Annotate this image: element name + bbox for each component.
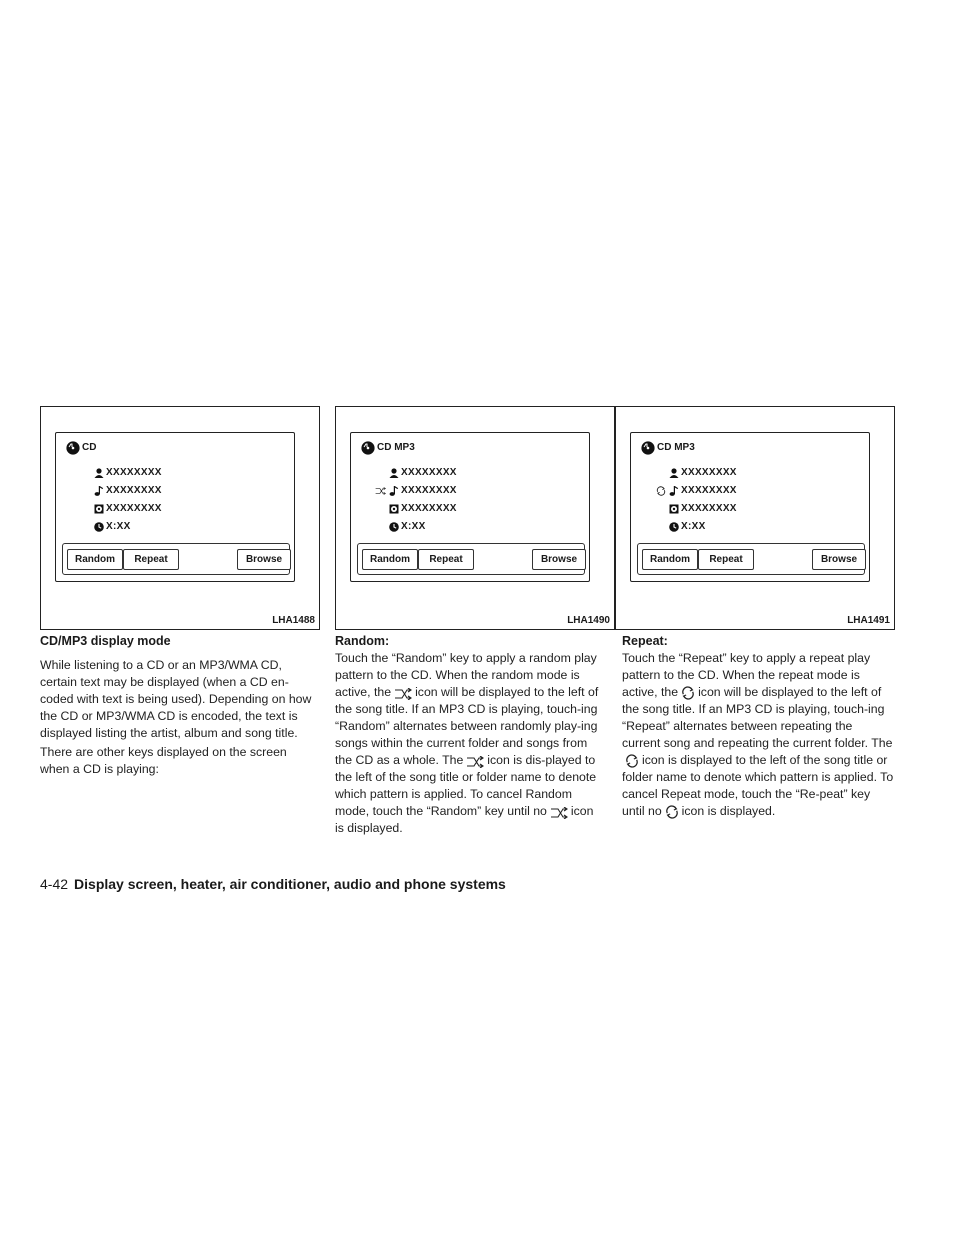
page-footer (40, 876, 506, 892)
repeat-icon (681, 686, 695, 700)
info-row-artist (56, 466, 294, 480)
info-row-artist (351, 466, 589, 480)
repeat-button[interactable]: Repeat (123, 549, 179, 570)
screen-display-3 (630, 432, 870, 582)
info-row-time (631, 520, 869, 534)
info-row-time (56, 520, 294, 534)
song-icon (669, 486, 679, 496)
artist-text: XXXXXXXX (106, 467, 162, 478)
time-text: X:XX (401, 521, 426, 532)
song-icon (389, 486, 399, 496)
random-button[interactable]: Random (362, 549, 418, 570)
album-icon (94, 504, 104, 514)
repeat-icon (665, 805, 679, 819)
section-heading-display-mode: CD/MP3 display mode (40, 634, 171, 648)
repeat-text-2: icon will be displayed to the left of the song title. If an MP3 CD is playing, touch-ing “Repeat” alternates between repeating the current song and repeating the current folder. The (622, 685, 893, 750)
repeat-text-1: Touch the “Repeat” key to apply a repeat play pattern to the CD. When the repeat mode is active, the (622, 651, 871, 699)
artist-text: XXXXXXXX (681, 467, 737, 478)
song-icon (94, 486, 104, 496)
paragraph-other-keys: There are other keys displayed on the screen when a CD is playing: (40, 745, 287, 776)
random-text-3: icon is dis-played to the left of the song title or folder name to denote which pattern is applied. To cancel Random mode, touch the “Random” key until no (335, 753, 597, 818)
figure-code: LHA1490 (567, 615, 610, 626)
time-text: X:XX (681, 521, 706, 532)
repeat-icon (625, 754, 639, 768)
random-text-1: Touch the “Random” key to apply a random play pattern to the CD. When the random mode is active, the (335, 651, 597, 699)
source-label: CD MP3 (377, 442, 415, 453)
clock-icon (94, 522, 104, 532)
source-label: CD (82, 442, 97, 453)
song-text: XXXXXXXX (401, 485, 457, 496)
disc-source-icon (66, 441, 80, 455)
song-text: XXXXXXXX (681, 485, 737, 496)
key-bar (357, 543, 585, 575)
artist-text: XXXXXXXX (401, 467, 457, 478)
song-text: XXXXXXXX (106, 485, 162, 496)
album-text: XXXXXXXX (681, 503, 737, 514)
repeat-icon (656, 486, 666, 496)
key-bar (637, 543, 865, 575)
chapter-title: Display screen, heater, air conditioner, audio and phone systems (74, 876, 506, 892)
screen-display-2 (350, 432, 590, 582)
album-text: XXXXXXXX (106, 503, 162, 514)
section-heading-repeat: Repeat: (622, 634, 668, 648)
info-row-song (351, 484, 589, 498)
figure-panel-1 (40, 406, 320, 630)
artist-icon (389, 468, 399, 478)
repeat-button[interactable]: Repeat (698, 549, 754, 570)
info-row-album (56, 502, 294, 516)
info-row-song (631, 484, 869, 498)
repeat-button[interactable]: Repeat (418, 549, 474, 570)
figure-code: LHA1488 (272, 615, 315, 626)
random-text-2: icon will be displayed to the left of the song title. If an MP3 CD is playing, touch-ing “Random” alternates between randomly play-ing songs within the current folder and songs from the CD as a whole. The (335, 685, 599, 767)
random-button[interactable]: Random (67, 549, 123, 570)
figure-code: LHA1491 (847, 615, 890, 626)
clock-icon (389, 522, 399, 532)
album-icon (389, 504, 399, 514)
random-icon (375, 486, 386, 496)
paragraph-random (335, 650, 605, 837)
info-row-album (351, 502, 589, 516)
repeat-text-3: icon is displayed to the left of the song title or folder name to denote which pattern is applied. To cancel Repeat mode, touch the “Re-peat” key until no (622, 753, 894, 818)
paragraph-repeat (622, 650, 894, 820)
album-text: XXXXXXXX (401, 503, 457, 514)
browse-button[interactable]: Browse (812, 549, 866, 570)
paragraph-display-mode: While listening to a CD or an MP3/WMA CD, certain text may be displayed (when a CD en-coded with text is being used). Depending on how the CD or MP3/WMA CD is encoded, the text is displayed listing the artist, album and song title. (40, 658, 312, 740)
figure-panel-3 (615, 406, 895, 630)
artist-icon (669, 468, 679, 478)
disc-source-icon (361, 441, 375, 455)
section-heading-random: Random: (335, 634, 390, 648)
info-row-artist (631, 466, 869, 480)
screen-display-1 (55, 432, 295, 582)
random-icon (394, 688, 412, 700)
browse-button[interactable]: Browse (237, 549, 291, 570)
album-icon (669, 504, 679, 514)
source-label: CD MP3 (657, 442, 695, 453)
random-icon (550, 807, 568, 819)
key-bar (62, 543, 290, 575)
info-row-time (351, 520, 589, 534)
page-number: 4-42 (40, 876, 69, 892)
random-text-4: icon is displayed. (335, 804, 594, 835)
time-text: X:XX (106, 521, 131, 532)
figure-panel-2 (335, 406, 615, 630)
disc-source-icon (641, 441, 655, 455)
info-row-album (631, 502, 869, 516)
artist-icon (94, 468, 104, 478)
random-icon (466, 756, 484, 768)
info-row-song (56, 484, 294, 498)
repeat-text-4: icon is displayed. (681, 804, 776, 818)
random-button[interactable]: Random (642, 549, 698, 570)
clock-icon (669, 522, 679, 532)
browse-button[interactable]: Browse (532, 549, 586, 570)
